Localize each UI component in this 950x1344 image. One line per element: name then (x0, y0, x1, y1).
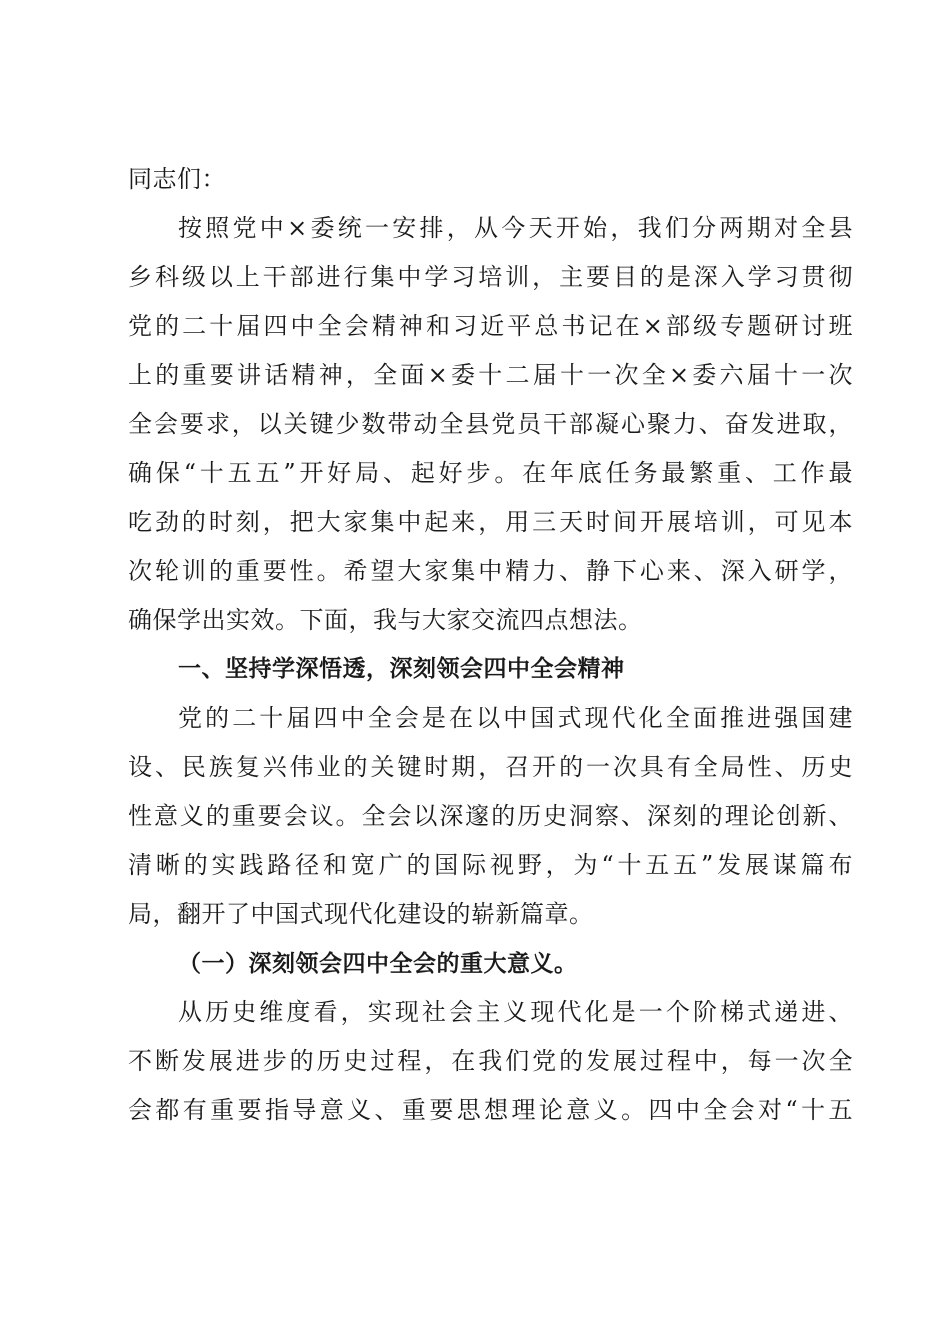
paragraph-line: 确保“十五五”开好局、起好步。在年底任务最繁重、工作最 (128, 459, 853, 487)
salutation: 同志们： (128, 165, 226, 193)
paragraph-line: 党的二十届四中全会精神和习近平总书记在×部级专题研讨班 (128, 312, 853, 340)
paragraph-line: 不断发展进步的历史过程，在我们党的发展过程中，每一次全 (128, 1047, 853, 1075)
paragraph-line: 清晰的实践路径和宽广的国际视野，为“十五五”发展谋篇布 (128, 851, 853, 879)
paragraph-line: 吃劲的时刻，把大家集中起来，用三天时间开展培训，可见本 (128, 508, 853, 536)
paragraph-line: 性意义的重要会议。全会以深邃的历史洞察、深刻的理论创新、 (128, 802, 853, 830)
document-page (128, 155, 853, 1135)
section-heading: 一、坚持学深悟透，深刻领会四中全会精神 (178, 656, 625, 682)
paragraph-intro (128, 204, 853, 645)
paragraph-line: 确保学出实效。下面，我与大家交流四点想法。 (128, 606, 643, 634)
paragraph-subsection-one (128, 988, 853, 1135)
paragraph-line: 次轮训的重要性。希望大家集中精力、静下心来、深入研学， (128, 557, 853, 585)
paragraph-line: 上的重要讲话精神，全面×委十二届十一次全×委六届十一次 (128, 361, 853, 389)
paragraph-line: 从历史维度看，实现社会主义现代化是一个阶梯式递进、 (178, 998, 853, 1026)
paragraph-line: 党的二十届四中全会是在以中国式现代化全面推进强国建 (178, 704, 853, 732)
paragraph-line: 乡科级以上干部进行集中学习培训，主要目的是深入学习贯彻 (128, 263, 853, 291)
paragraph-section-one (128, 694, 853, 939)
subsection-heading: （一）深刻领会四中全会的重大意义。 (178, 950, 578, 977)
paragraph-line: 按照党中×委统一安排，从今天开始，我们分两期对全县 (178, 214, 853, 242)
paragraph-line: 全会要求，以关键少数带动全县党员干部凝心聚力、奋发进取， (128, 410, 853, 438)
paragraph-line: 设、民族复兴伟业的关键时期，召开的一次具有全局性、历史 (128, 753, 853, 781)
paragraph-line: 会都有重要指导意义、重要思想理论意义。四中全会对“十五 (128, 1096, 853, 1124)
paragraph-line: 局，翻开了中国式现代化建设的崭新篇章。 (128, 900, 594, 928)
